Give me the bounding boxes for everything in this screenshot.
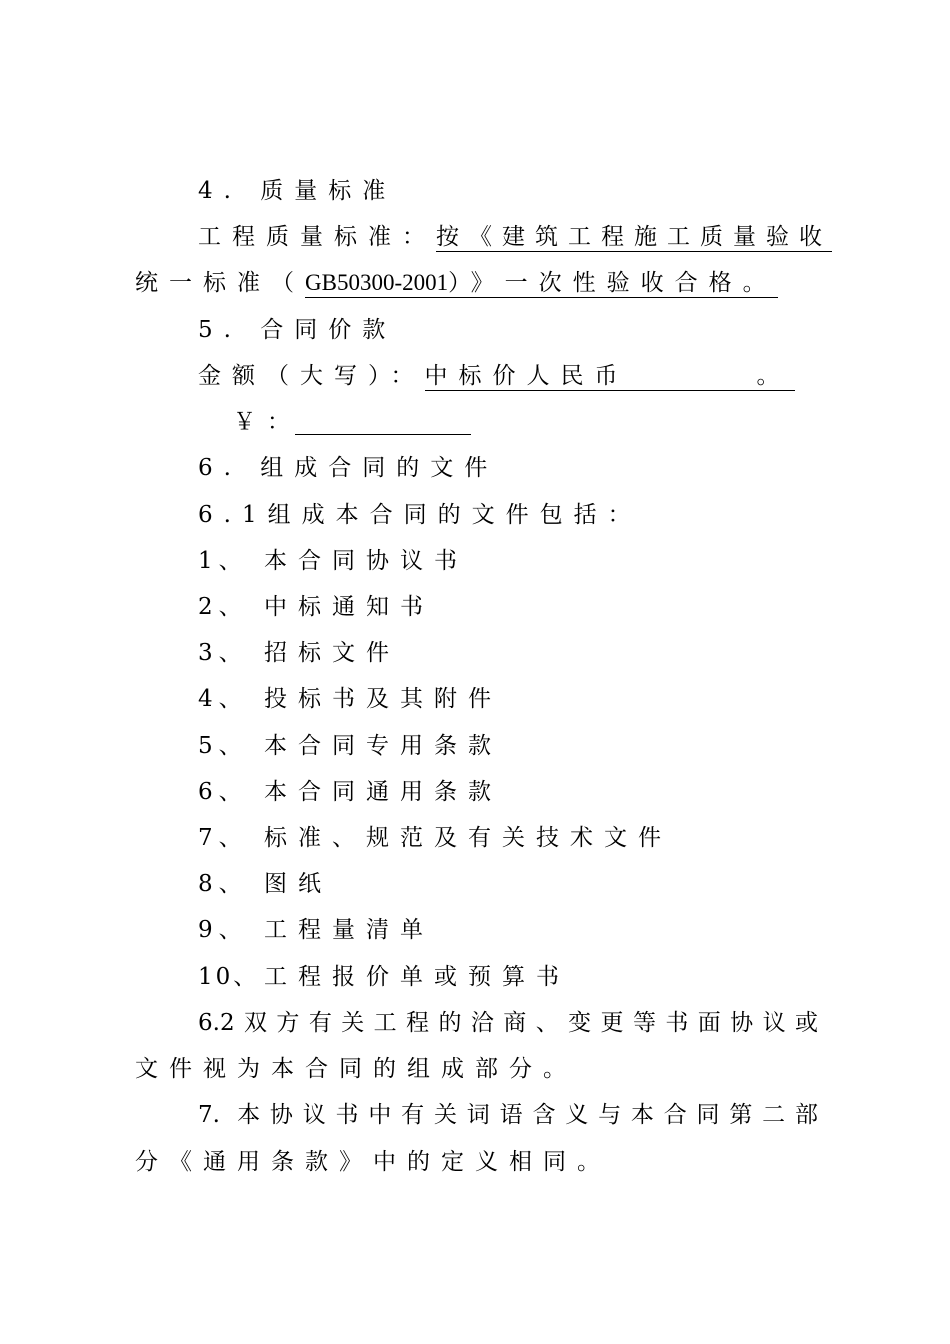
list-item-text: 本合同专用条款 (264, 733, 502, 759)
section-7-line1: 7. 本协议书中有关词语含义与本合同第二部 (198, 1102, 818, 1128)
section-6-heading: 6. 组成合同的文件 (198, 455, 499, 481)
list-item-text: 本合同协议书 (264, 548, 468, 574)
list-item-text: 本合同通用条款 (264, 779, 502, 805)
list-item-number: 2、 (198, 594, 248, 620)
section-6-2-line1: 6.2双方有关工程的洽商、变更等书面协议或 (198, 1010, 818, 1036)
list-item-number: 8、 (198, 871, 248, 897)
list-item (198, 638, 400, 668)
quality-standard-value-line2-a: 统一标准（ (135, 270, 305, 296)
list-item-number: 6、 (198, 779, 248, 805)
list-item (198, 546, 468, 576)
list-item (198, 962, 570, 992)
list-item-number: 9、 (198, 917, 248, 943)
section-6-1: 6.1组成本合同的文件包括： (198, 502, 642, 528)
amount-label: 金额（大写）： (198, 363, 425, 389)
list-item (198, 823, 672, 853)
amount-end: 。 (756, 363, 791, 389)
section-4-heading: 4. 质量标准 (198, 178, 397, 204)
section-6-2-line2: 文件视为本合同的组成部分。 (135, 1056, 577, 1082)
list-item (198, 777, 502, 807)
quality-standard-row (198, 222, 832, 252)
quality-standard-row-2 (135, 268, 778, 298)
section-7-line2: 分《通用条款》中的定义相同。 (135, 1149, 611, 1175)
list-item-number: 10、 (198, 964, 260, 990)
list-item-text: 工程报价单或预算书 (264, 964, 570, 990)
quality-standard-label: 工程质量标准： (198, 224, 436, 250)
yen-blank-line (295, 434, 471, 435)
yen-label: ￥： (233, 409, 301, 435)
quality-standard-value-line1: 按《建筑工程施工质量验收 (436, 224, 832, 250)
standard-code: GB50300-2001 (305, 269, 448, 298)
list-item-number: 5、 (198, 733, 248, 759)
list-item (198, 592, 434, 622)
list-item-number: 7、 (198, 825, 248, 851)
list-item-number: 1、 (198, 548, 248, 574)
list-item-number: 4、 (198, 686, 248, 712)
list-item-text: 投标书及其附件 (264, 686, 502, 712)
list-item-text: 招标文件 (264, 640, 400, 666)
list-item-text: 标准、规范及有关技术文件 (264, 825, 672, 851)
list-item-text: 中标通知书 (264, 594, 434, 620)
list-item (198, 869, 332, 899)
list-item-text: 工程量清单 (264, 917, 434, 943)
amount-value: 中标价人民币 (424, 363, 629, 389)
amount-row (198, 361, 795, 391)
list-item (198, 731, 502, 761)
amount-value-field (425, 362, 795, 391)
list-item-text: 图纸 (264, 871, 332, 897)
list-item (198, 915, 434, 945)
section-5-heading: 5. 合同价款 (198, 317, 397, 343)
list-item-number: 3、 (198, 640, 248, 666)
quality-standard-value-line2-b: ）》一次性验收合格。 (448, 270, 777, 296)
list-item (198, 684, 502, 714)
